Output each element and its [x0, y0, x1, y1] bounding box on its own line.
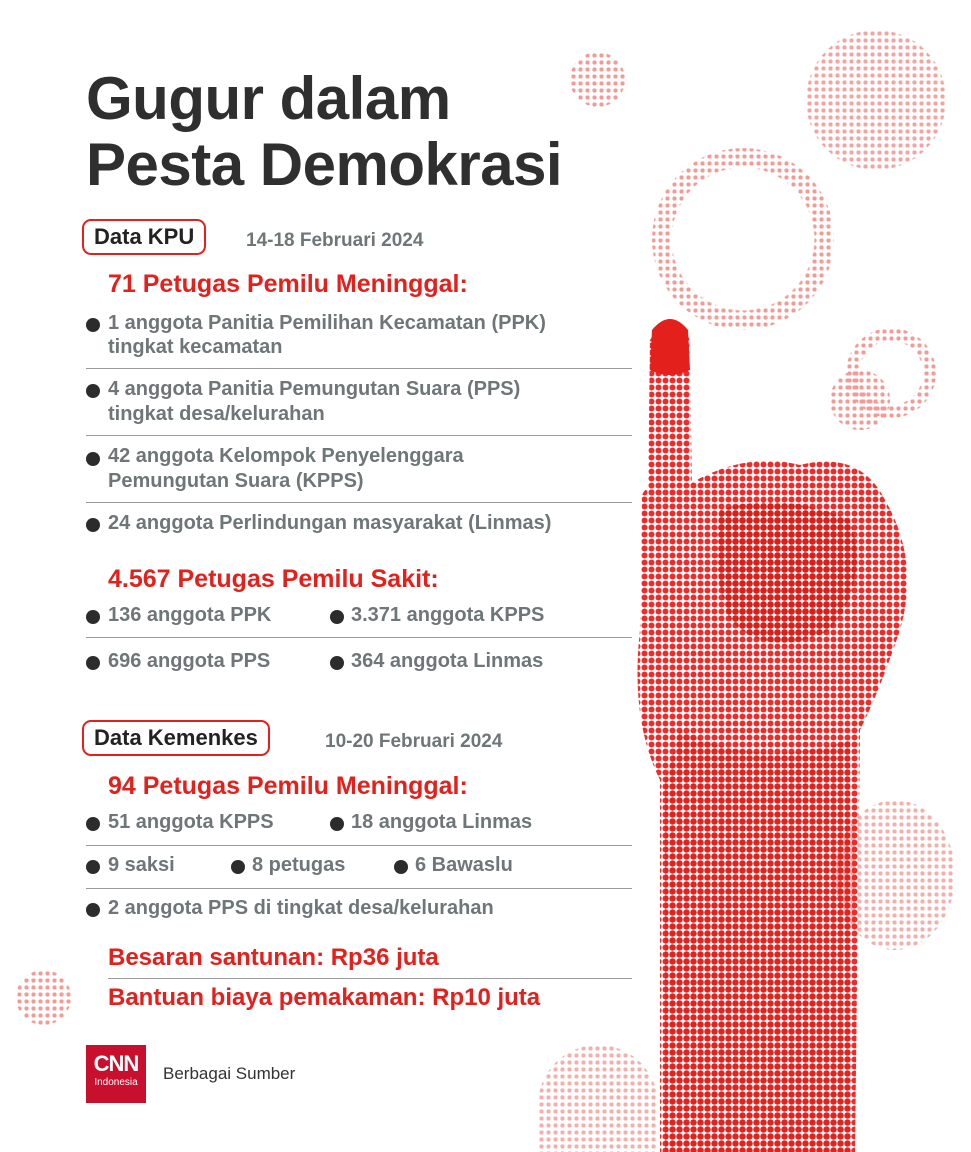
kemenkes-tag: Data Kemenkes	[82, 720, 270, 756]
bullet-icon	[86, 518, 100, 532]
kpu-sick-heading: 4.567 Petugas Pemilu Sakit:	[108, 565, 439, 593]
kemenkes-item-pps: 2 anggota PPS di tingkat desa/kelurahan	[108, 897, 494, 919]
kpu-sick-item-ppk: 136 anggota PPK	[108, 604, 272, 626]
title-line-2: Pesta Demokrasi	[86, 131, 563, 198]
kemenkes-date: 10-20 Februari 2024	[325, 731, 503, 752]
divider	[86, 435, 632, 436]
kpu-died-item-1-line-1: 1 anggota Panitia Pemilihan Kecamatan (PPK)	[108, 312, 546, 334]
bullet-icon	[86, 384, 100, 398]
bullet-icon	[330, 817, 344, 831]
bullet-icon	[330, 656, 344, 670]
kemenkes-died-heading: 94 Petugas Pemilu Meninggal:	[108, 772, 468, 800]
decor-ring-large	[652, 148, 834, 330]
source-text: Berbagai Sumber	[163, 1064, 296, 1083]
decor-circle-small-top	[570, 52, 625, 107]
kemenkes-item-kpps: 51 anggota KPPS	[108, 811, 274, 833]
decor-ring-small	[846, 328, 936, 418]
decor-circle-top-right	[806, 30, 946, 170]
cnn-indonesia-logo	[86, 1045, 146, 1103]
bullet-icon	[86, 817, 100, 831]
divider	[86, 502, 632, 503]
kpu-died-item-3-line-1: 42 anggota Kelompok Penyelenggara	[108, 445, 464, 467]
bullet-icon	[86, 318, 100, 332]
bullet-icon	[86, 903, 100, 917]
kemenkes-item-bawaslu: 6 Bawaslu	[415, 854, 513, 876]
compensation-text: Besaran santunan: Rp36 juta	[108, 944, 439, 971]
page-title	[86, 66, 562, 198]
decor-circle-lower-right	[835, 800, 955, 950]
bullet-icon	[86, 452, 100, 466]
raised-pinky-finger-icon	[620, 300, 950, 1152]
kemenkes-item-linmas: 18 anggota Linmas	[351, 811, 533, 833]
logo-sub-text: Indonesia	[94, 1077, 138, 1088]
kpu-died-item-1-line-2: tingkat kecamatan	[108, 336, 283, 358]
decor-circle-mid-right	[830, 370, 890, 430]
decor-circle-bottom	[538, 1045, 658, 1152]
logo-main-text: CNN	[93, 1051, 139, 1076]
kpu-died-item-3-line-2: Pemungutan Suara (KPPS)	[108, 470, 364, 492]
bullet-icon	[394, 860, 408, 874]
kemenkes-item-petugas: 8 petugas	[252, 854, 346, 876]
divider	[86, 368, 632, 369]
bullet-icon	[86, 860, 100, 874]
kpu-died-item-4: 24 anggota Perlindungan masyarakat (Linmas)	[108, 512, 552, 534]
kpu-died-item-2-line-2: tingkat desa/kelurahan	[108, 403, 325, 425]
title-line-1: Gugur dalam	[86, 65, 451, 132]
bullet-icon	[86, 656, 100, 670]
kpu-tag: Data KPU	[82, 219, 206, 255]
kpu-sick-item-pps: 696 anggota PPS	[108, 650, 271, 672]
kpu-died-item-2-line-1: 4 anggota Panitia Pemungutan Suara (PPS)	[108, 378, 521, 400]
kpu-died-heading: 71 Petugas Pemilu Meninggal:	[108, 270, 468, 298]
bullet-icon	[330, 610, 344, 624]
funeral-aid-text: Bantuan biaya pemakaman: Rp10 juta	[108, 984, 541, 1011]
kpu-sick-item-kpps: 3.371 anggota KPPS	[351, 604, 545, 626]
divider	[86, 845, 632, 846]
divider	[86, 637, 632, 638]
bullet-icon	[231, 860, 245, 874]
decor-circle-left	[16, 970, 71, 1025]
kpu-date: 14-18 Februari 2024	[246, 230, 424, 251]
divider	[86, 888, 632, 889]
divider	[108, 978, 632, 979]
kpu-sick-item-linmas: 364 anggota Linmas	[351, 650, 544, 672]
kemenkes-item-saksi: 9 saksi	[108, 854, 175, 876]
bullet-icon	[86, 610, 100, 624]
